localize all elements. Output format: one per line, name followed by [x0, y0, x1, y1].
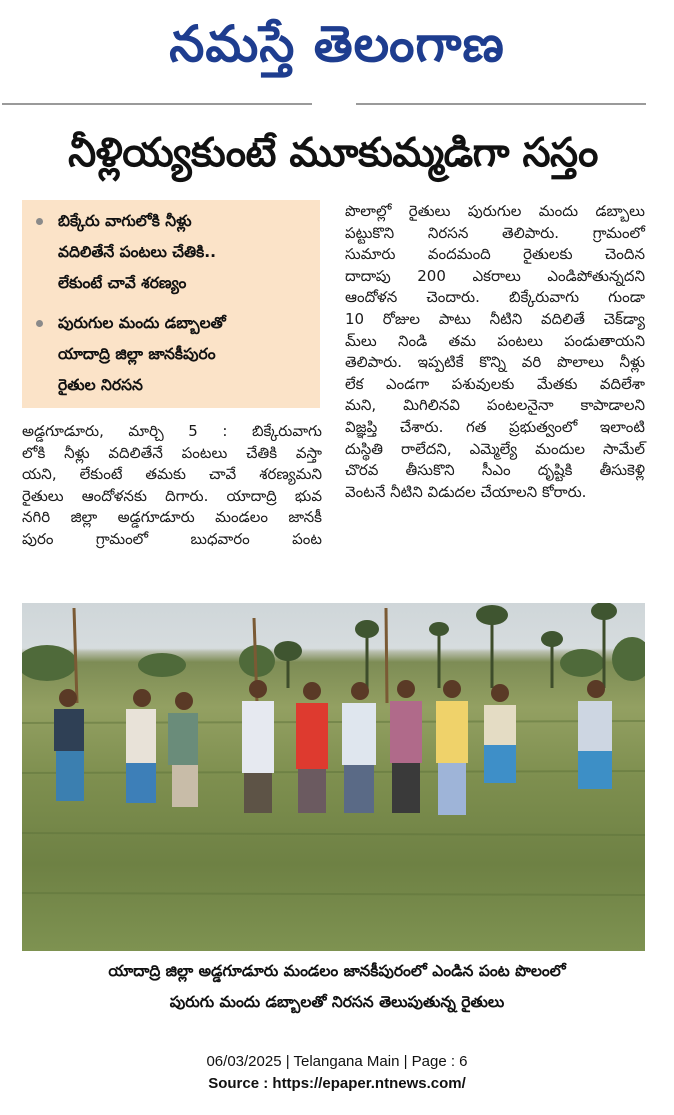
article-line: చొరవ తీసుకొని సీఎం దృష్టికి తీసుకెళ్లి: [345, 461, 645, 480]
article-line: అడ్డగూడూరు, మార్చి 5 : బిక్కేరువాగు: [22, 422, 322, 440]
divider-rule-right: [356, 103, 646, 105]
highlight-line: పురుగుల మందు డబ్బాలతో: [58, 314, 226, 332]
article-line: 10 రోజుల పాటు నీటిని వదిలితే చెక్‌డ్యా: [345, 309, 645, 328]
photo-caption: యాదాద్రి జిల్లా అడ్డగూడూరు మండలం జానకీపురంలో ఎండిన పంట పొలంలో: [108, 962, 566, 980]
highlights-box: [22, 200, 320, 408]
article-line: యని, లేకుంటే తమకు చావే శరణ్యమని: [22, 465, 322, 484]
article-line: మని, మిగిలినవి పంటలనైనా కాపాడాలని: [345, 396, 645, 415]
article-line: ఆందోళన చెందారు. బిక్కేరువాగు గుండా: [345, 288, 645, 307]
article-line: వెంటనే నీటిని విడుదల చేయాలని కోరారు.: [345, 482, 587, 501]
highlight-item: [36, 206, 314, 299]
article-line: దుస్థితి రాలేదని, ఎమ్మెల్యే మందుల సామేల్: [345, 439, 645, 458]
bullet-icon: [36, 218, 43, 225]
article-line: దాదాపు 200 ఎకరాలు ఎండిపోతున్నదని: [345, 266, 645, 285]
highlight-line: రైతుల నిరసన: [58, 376, 143, 394]
edition-info: 06/03/2025 | Telangana Main | Page : 6: [206, 1053, 468, 1070]
highlight-line: వదిలితేనే పంటలు చేతికి..: [58, 243, 217, 261]
source-link[interactable]: Source : https://epaper.ntnews.com/: [208, 1075, 466, 1092]
article-line: సుమారు వందమంది రైతులకు చెందిన: [345, 245, 645, 264]
article-headline: నీళ్లియ్యకుంటే మూకుమ్మడిగా సస్తం: [68, 130, 598, 176]
news-photo: [22, 603, 645, 951]
article-column-left: [22, 421, 322, 551]
bullet-icon: [36, 320, 43, 327]
highlight-item: [36, 308, 314, 401]
article-line: పురం గ్రామంలో బుధవారం పంట: [22, 529, 322, 548]
article-column-right: [345, 201, 645, 503]
divider-rule-left: [2, 103, 312, 105]
photo-caption: పురుగు మందు డబ్బాలతో నిరసన తెలుపుతున్న రైతులు: [169, 993, 505, 1011]
article-line: పొలాల్లో రైతులు పురుగుల మందు డబ్బాలు: [345, 202, 645, 220]
highlight-line: యాదాద్రి జిల్లా జానకీపురం: [58, 345, 216, 363]
article-line: పట్టుకొని నిరసన తెలిపారు. గ్రామంలో: [345, 223, 645, 242]
highlight-line: లేకుంటే చావే శరణ్యం: [58, 274, 187, 292]
article-line: లేక ఎండగా పశువులకు మేతకు వదిలేశా: [345, 374, 645, 393]
farmers-protest-photo: [22, 603, 645, 951]
article-line: రైతులు ఆందోళనకు దిగారు. యాదాద్రి భువ: [22, 486, 322, 505]
masthead-logo: నమస్తే తెలంగాణ: [169, 14, 505, 73]
article-line: విజ్ఞప్తి చేశారు. గత ప్రభుత్వంలో ఇలాంటి: [345, 417, 645, 436]
article-line: తెలిపారు. ఇప్పటికే కొన్ని వరి పొలాలు నీళ్లు: [345, 353, 645, 372]
highlight-line: బిక్కేరు వాగులోకి నీళ్లు: [58, 212, 192, 230]
article-line: లోకి నీళ్లు వదిలితేనే పంటలు చేతికి వస్తా: [22, 443, 322, 462]
article-line: మ్‌లు నిండి తమ పంటలు పండుతాయని: [345, 331, 645, 350]
article-line: నగిరి జిల్లా అడ్డగూడూరు మండలం జానకీ: [22, 508, 322, 527]
